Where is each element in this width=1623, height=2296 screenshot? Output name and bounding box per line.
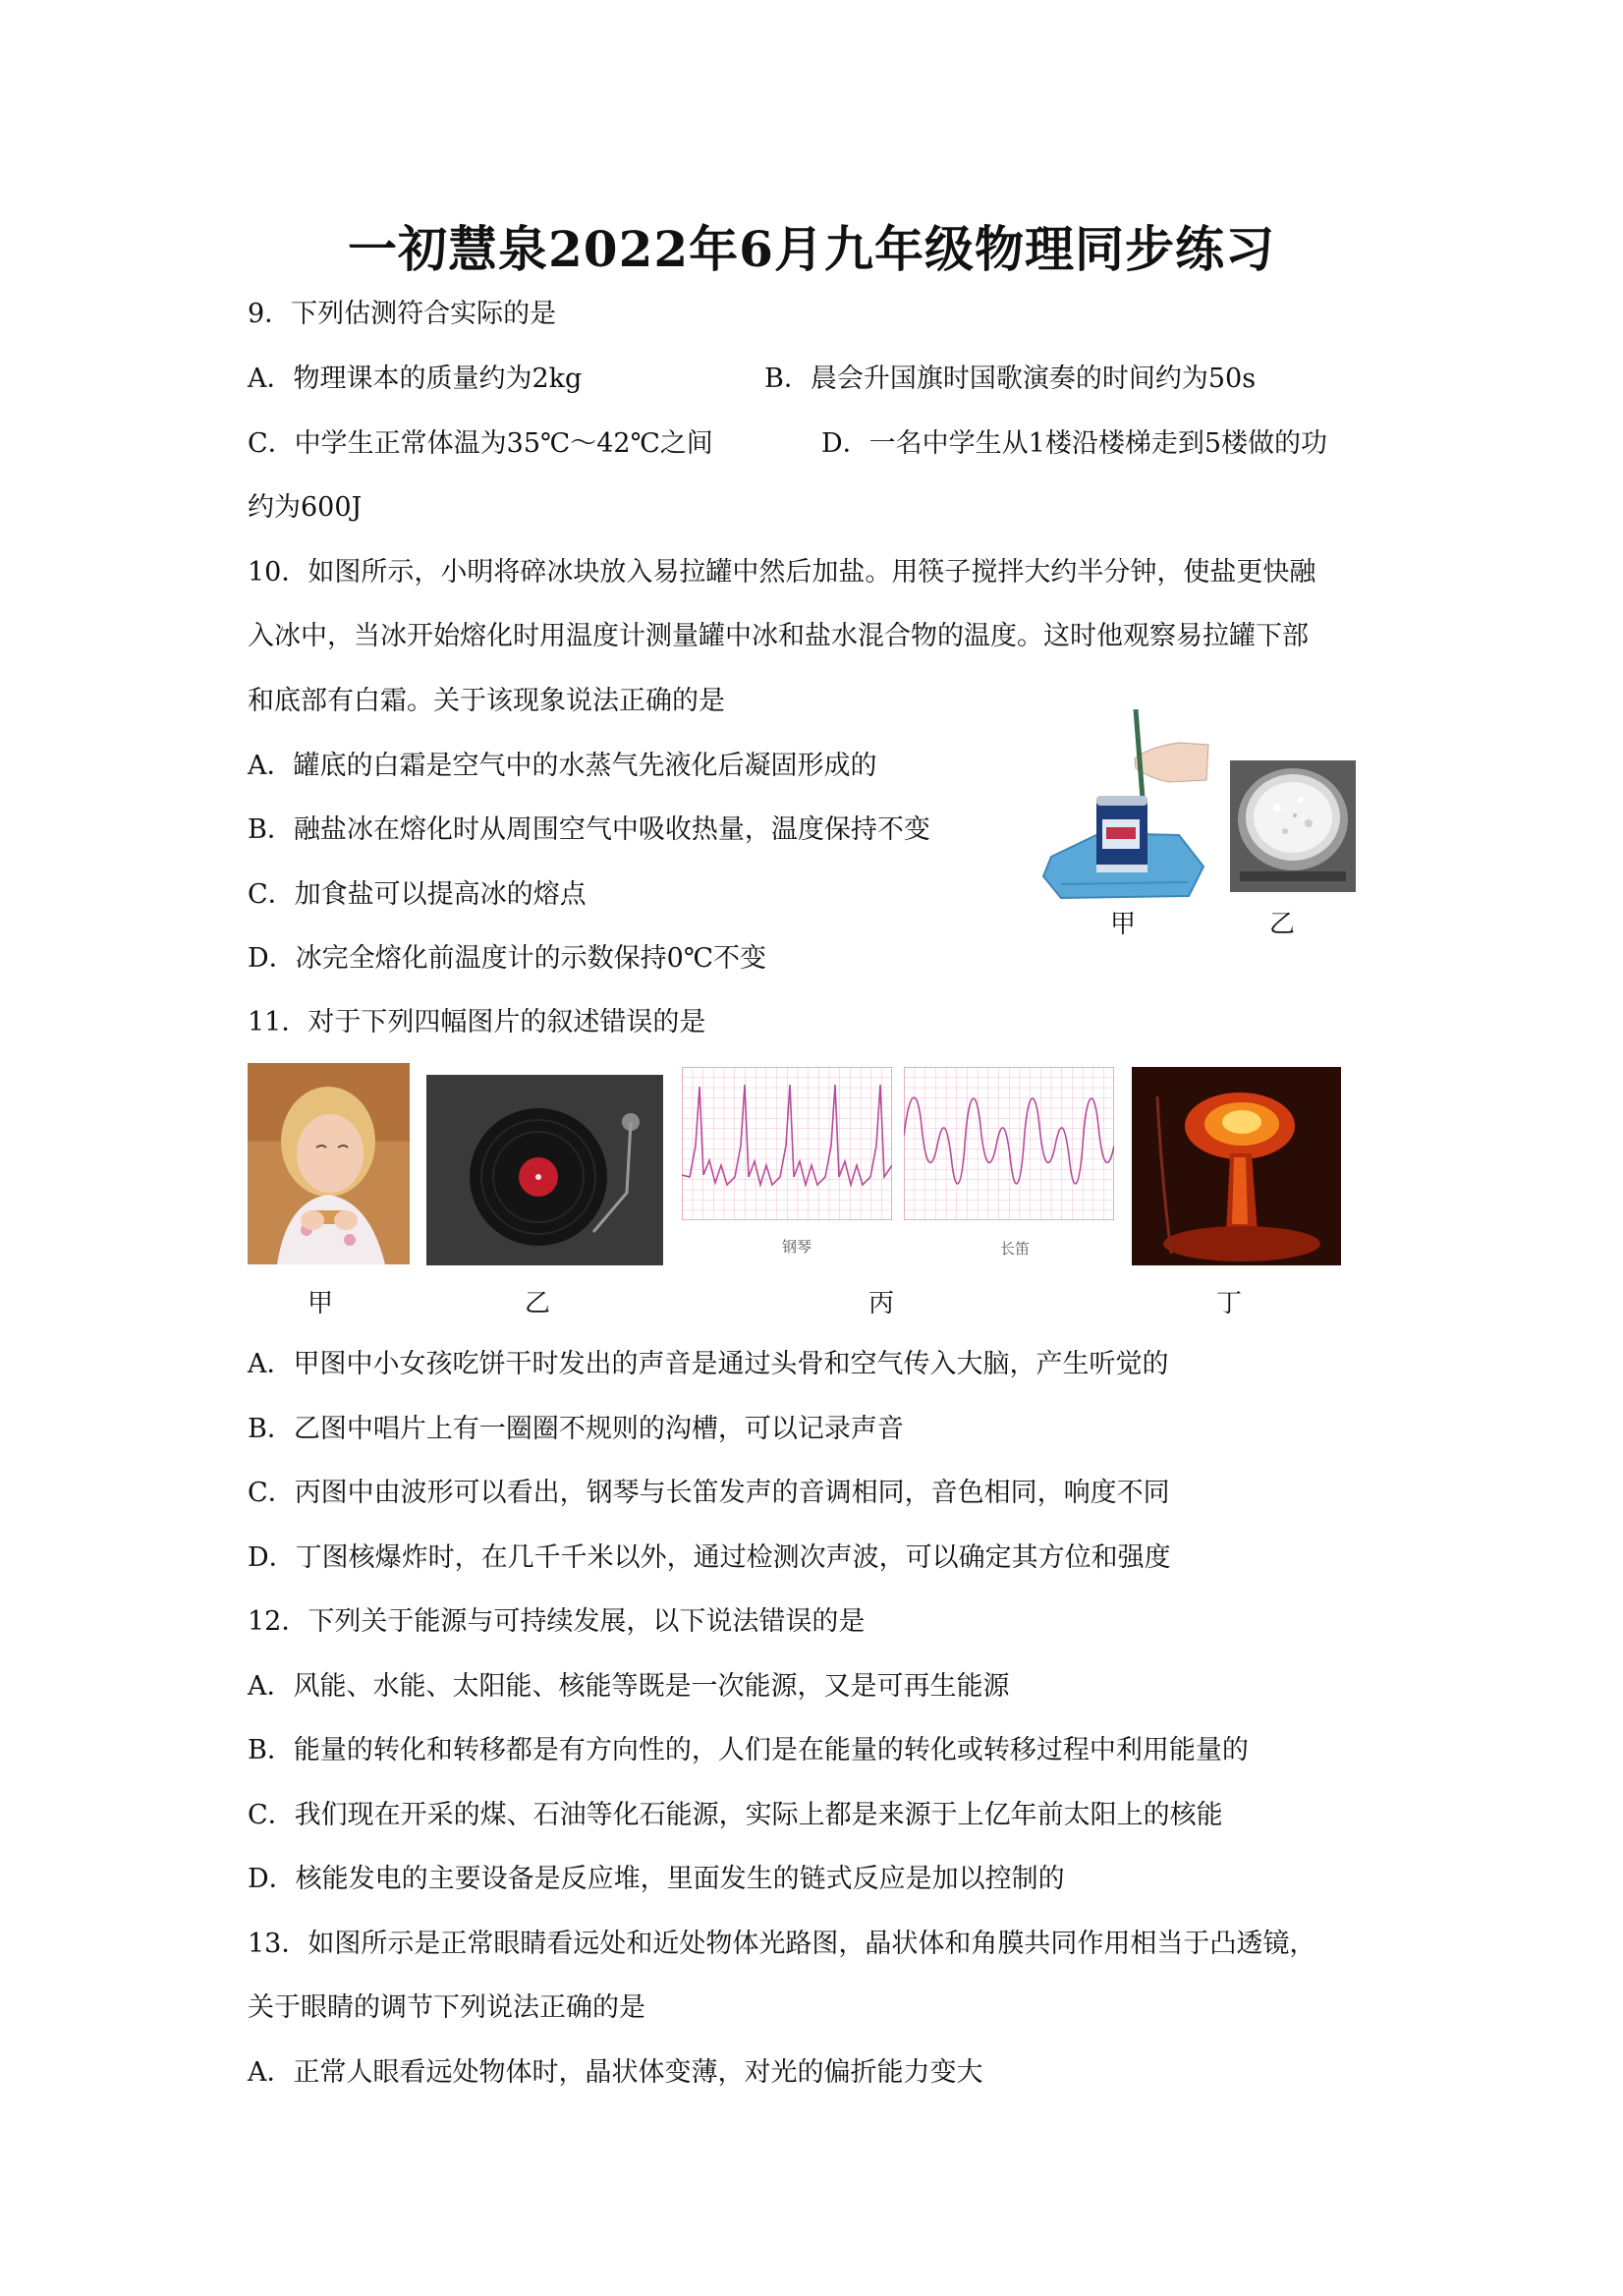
q11-option-c: C．丙图中由波形可以看出，钢琴与长笛发声的音调相同，音色相同，响度不同 [248, 1478, 1170, 1508]
q10-option-a: A．罐底的白霜是空气中的水蒸气先液化后凝固形成的 [248, 751, 877, 781]
q12-option-b: B．能量的转化和转移都是有方向性的，人们是在能量的转化或转移过程中利用能量的 [248, 1735, 1249, 1765]
figure-caption-jia: 甲 [1110, 910, 1137, 939]
q9-stem: 9．下列估测符合实际的是 [248, 299, 557, 329]
q11-option-d: D．丁图核爆炸时，在几千千米以外，通过检测次声波，可以确定其方位和强度 [248, 1542, 1171, 1573]
flute-waveform-chart [904, 1067, 1114, 1220]
q13-stem-2: 关于眼睛的调节下列说法正确的是 [248, 1992, 645, 2023]
q12-stem: 12．下列关于能源与可持续发展，以下说法错误的是 [248, 1606, 866, 1637]
can-bottom-frost-image [1230, 760, 1356, 892]
figure-caption-yi: 乙 [1269, 910, 1296, 939]
q9-option-b: B．晨会升国旗时国歌演奏的时间约为50s [764, 364, 1257, 394]
q11-option-a: A．甲图中小女孩吃饼干时发出的声音是通过头骨和空气传入大脑，产生听觉的 [248, 1349, 1169, 1379]
q11-caption-bing: 丙 [868, 1289, 895, 1318]
q11-caption-ding: 丁 [1216, 1289, 1243, 1318]
q10-stem-3: 和底部有白霜。关于该现象说法正确的是 [248, 686, 725, 716]
q11-caption-jia: 甲 [308, 1289, 334, 1318]
q12-option-c: C．我们现在开采的煤、石油等化石能源，实际上都是来源于上亿年前太阳上的核能 [248, 1800, 1223, 1830]
piano-waveform-chart [682, 1067, 892, 1220]
nuclear-explosion-image [1132, 1067, 1341, 1265]
q9-option-d: D．一名中学生从1楼沿楼梯走到5楼做的功 [821, 428, 1328, 459]
piano-waveform-label: 钢琴 [782, 1238, 812, 1256]
record-player-image [426, 1075, 663, 1265]
q10-option-b: B．融盐冰在熔化时从周围空气中吸收热量，温度保持不变 [248, 814, 930, 845]
q10-option-c: C．加食盐可以提高冰的熔点 [248, 879, 587, 910]
q9-option-c: C．中学生正常体温为35℃～42℃之间 [248, 428, 713, 459]
q13-option-a: A．正常人眼看远处物体时，晶状体变薄，对光的偏折能力变大 [248, 2057, 983, 2088]
q12-option-d: D．核能发电的主要设备是反应堆，里面发生的链式反应是加以控制的 [248, 1864, 1065, 1894]
flute-waveform-label: 长笛 [1000, 1240, 1031, 1258]
girl-eating-biscuit-image [248, 1063, 410, 1264]
q10-option-d: D．冰完全熔化前温度计的示数保持0℃不变 [248, 943, 767, 974]
q11-stem: 11．对于下列四幅图片的叙述错误的是 [248, 1007, 706, 1037]
can-on-towel-image [1041, 709, 1213, 906]
q9-option-a: A．物理课本的质量约为2kg [248, 364, 583, 394]
q12-option-a: A．风能、水能、太阳能、核能等既是一次能源，又是可再生能源 [248, 1671, 1010, 1702]
q10-stem-2: 入冰中，当冰开始熔化时用温度计测量罐中冰和盐水混合物的温度。这时他观察易拉罐下部 [248, 621, 1309, 651]
q10-stem-1: 10．如图所示，小明将碎冰块放入易拉罐中然后加盐。用筷子搅拌大约半分钟，使盐更快融 [248, 557, 1316, 588]
q11-caption-yi: 乙 [525, 1289, 551, 1318]
q11-option-b: B．乙图中唱片上有一圈圈不规则的沟槽，可以记录声音 [248, 1414, 904, 1444]
q9-option-d-cont: 约为600J [248, 492, 363, 523]
q13-stem-1: 13．如图所示是正常眼睛看远处和近处物体光路图，晶状体和角膜共同作用相当于凸透镜， [248, 1929, 1316, 1959]
page-title: 一初慧泉2022年6月九年级物理同步练习 [348, 220, 1275, 278]
